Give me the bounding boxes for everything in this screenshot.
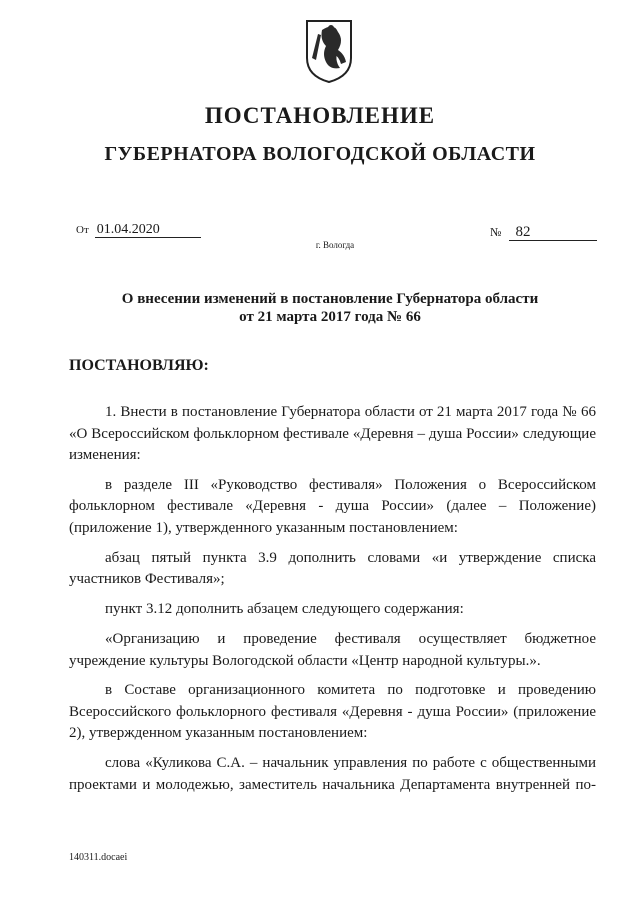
paragraph: абзац пятый пункта 3.9 дополнить словами «и утверждение списка участников Фестиваля»; <box>69 549 596 588</box>
paragraph: «Организацию и проведение фестиваля осуществляет бюджетное учреждение культуры Вологодской области «Центр народной культуры.». <box>69 631 596 669</box>
subject-line: О внесении изменений в постановление Губернатора области <box>121 291 539 307</box>
document-title: ПОСТАНОВЛЕНИЕ <box>204 103 436 128</box>
paragraph: 1. Внести в постановление Губернатора области от 21 марта 2017 года № 66 «О Всероссийском фольклорном фестивале «Деревня – душа России» следующие изменения: <box>69 404 596 463</box>
paragraph: пункт 3.12 дополнить абзацем следующего содержания: <box>105 601 464 618</box>
document-body <box>69 402 596 805</box>
paragraph: слова «Куликова С.А. – начальник управления по работе с общественными проектами и молодежью, заместитель начальника Департамента внутренней по- <box>69 755 596 793</box>
decree-word: ПОСТАНОВЛЯЮ: <box>69 357 209 374</box>
coat-of-arms-icon <box>304 18 354 84</box>
subject-line: от 21 марта 2017 года № 66 <box>239 309 421 325</box>
number-value: 82 <box>509 225 597 241</box>
number-label: № <box>490 225 502 239</box>
paragraph: в разделе III «Руководство фестиваля» Положения о Всероссийском фольклорном фестивале «Деревня - душа России» (далее – Положение) (приложение 1), утвержденного указанным постановлением: <box>69 476 596 536</box>
issuer-title: ГУБЕРНАТОРА ВОЛОГОДСКОЙ ОБЛАСТИ <box>104 143 536 165</box>
file-reference: 140311.docaei <box>69 852 128 863</box>
date-value: 01.04.2020 <box>95 222 201 238</box>
date-block <box>76 221 201 238</box>
city: г. Вологда <box>315 240 355 250</box>
subject <box>100 290 560 326</box>
date-label: От <box>76 224 89 236</box>
paragraph: в Составе организационного комитета по подготовке и проведению Всероссийского фольклорного фестиваля «Деревня - душа России» (приложение 2), утвержденном указанным постановлением: <box>69 682 596 742</box>
number-block <box>490 224 597 241</box>
